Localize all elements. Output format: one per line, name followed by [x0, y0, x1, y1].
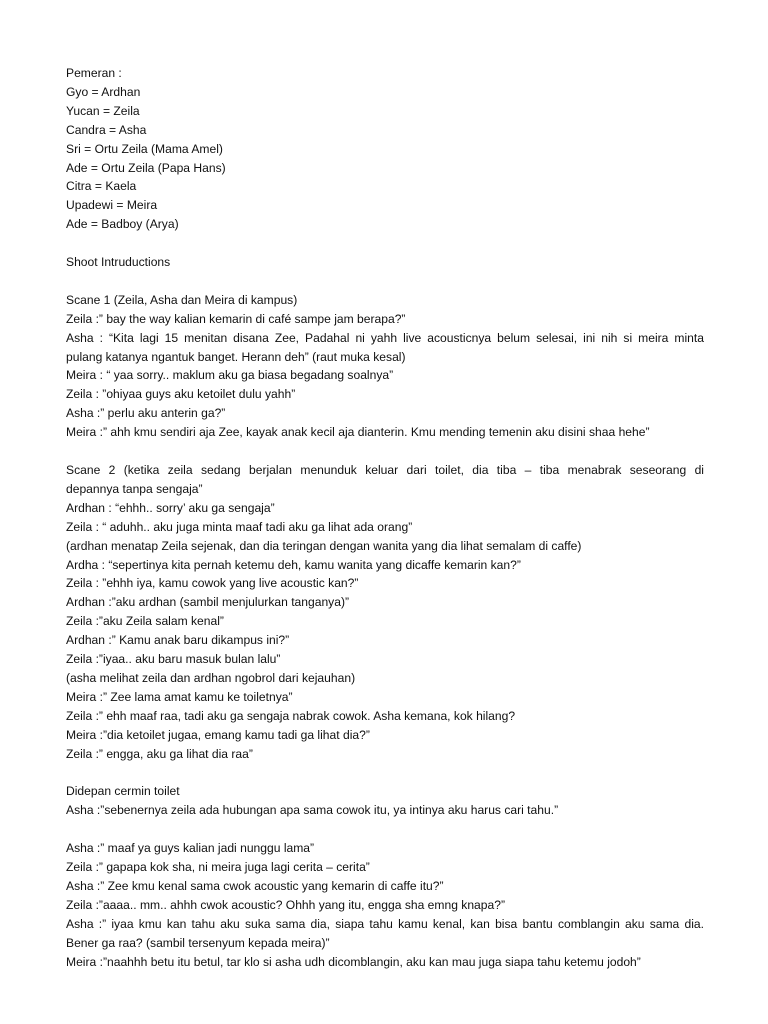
dialogue-line: pulang katanya ngantuk banget. Herann deh” (raut muka kesal): [66, 349, 406, 364]
cast-line: Citra = Kaela: [66, 179, 137, 194]
section-title: Shoot Intruductions: [66, 255, 171, 270]
dialogue-line: Meira :” ahh kmu sendiri aja Zee, kayak anak kecil aja dianterin. Kmu mending temenin aku disini shaa hehe”: [66, 425, 650, 440]
dialogue-line: Zeila :” ehh maaf raa, tadi aku ga sengaja nabrak cowok. Asha kemana, kok hilang?: [66, 708, 516, 723]
cast-line: Candra = Asha: [66, 122, 147, 137]
dialogue-line: Asha : “Kita lagi 15 menitan disana Zee, Padahal ni yahh live acousticnya belum selesai, ini nih si meira minta: [66, 330, 704, 345]
dialogue-line: Zeila :” engga, aku ga lihat dia raa”: [66, 746, 253, 761]
dialogue-line: Meira :”dia ketoilet jugaa, emang kamu tadi ga lihat dia?”: [66, 727, 370, 742]
cast-line: Yucan = Zeila: [66, 103, 140, 118]
cast-line: Ade = Ortu Zeila (Papa Hans): [66, 160, 226, 175]
dialogue-line: Zeila : ”ohiyaa guys aku ketoilet dulu yahh”: [66, 387, 296, 402]
dialogue-line: Zeila :” gapapa kok sha, ni meira juga lagi cerita – cerita”: [66, 859, 370, 874]
dialogue-line: Zeila :”aku Zeila salam kenal”: [66, 614, 224, 629]
scene-2-title-cont: depannya tanpa sengaja”: [66, 481, 203, 496]
dialogue-line: Zeila :”iyaa.. aku baru masuk bulan lalu”: [66, 652, 281, 667]
stage-direction: (asha melihat zeila dan ardhan ngobrol dari kejauhan): [66, 670, 356, 685]
spacer: [66, 820, 704, 839]
dialogue-line: Ardhan :” Kamu anak baru dikampus ini?”: [66, 633, 290, 648]
dialogue-line: Asha :” maaf ya guys kalian jadi nunggu lama”: [66, 841, 315, 856]
dialogue-line: Zeila :”aaaa.. mm.. ahhh cwok acoustic? Ohhh yang itu, engga sha emng knapa?”: [66, 897, 505, 912]
cast-line: Gyo = Ardhan: [66, 84, 141, 99]
spacer: [66, 234, 704, 253]
dialogue-line: Ardhan :”aku ardhan (sambil menjulurkan tanganya)”: [66, 595, 350, 610]
cast-line: Sri = Ortu Zeila (Mama Amel): [66, 141, 223, 156]
spacer: [66, 272, 704, 291]
mirror-scene-title: Didepan cermin toilet: [66, 784, 180, 799]
dialogue-line: Asha :”sebenernya zeila ada hubungan apa sama cowok itu, ya intinya aku harus cari tahu.”: [66, 803, 559, 818]
dialogue-line: Ardha : “sepertinya kita pernah ketemu deh, kamu wanita yang dicaffe kemarin kan?”: [66, 557, 521, 572]
dialogue-line: Ardhan : “ehhh.. sorry’ aku ga sengaja”: [66, 500, 275, 515]
dialogue-line: Meira : “ yaa sorry.. maklum aku ga biasa begadang soalnya”: [66, 368, 394, 383]
spacer: [66, 442, 704, 461]
dialogue-line: Asha :” Zee kmu kenal sama cwok acoustic yang kemarin di caffe itu?”: [66, 878, 444, 893]
scene-1-title: Scane 1 (Zeila, Asha dan Meira di kampus): [66, 292, 298, 307]
spacer: [66, 763, 704, 782]
dialogue-line: Bener ga raa? (sambil tersenyum kepada meira)”: [66, 935, 330, 950]
cast-heading: Pemeran :: [66, 66, 122, 80]
stage-direction: (ardhan menatap Zeila sejenak, dan dia teringan dengan wanita yang dia lihat semalam di caffe): [66, 538, 582, 553]
dialogue-line: Zeila : ”ehhh iya, kamu cowok yang live acoustic kan?”: [66, 576, 359, 591]
cast-line: Upadewi = Meira: [66, 198, 158, 213]
scene-2-title: Scane 2 (ketika zeila sedang berjalan menunduk keluar dari toilet, dia tiba – tiba menabrak seseorang di: [66, 462, 704, 477]
cast-line: Ade = Badboy (Arya): [66, 217, 179, 232]
dialogue-line: Meira :”naahhh betu itu betul, tar klo si asha udh dicomblangin, aku kan mau juga siapa tahu ketemu jodoh”: [66, 954, 641, 969]
dialogue-line: Asha :” perlu aku anterin ga?”: [66, 406, 226, 421]
dialogue-line: Asha :” iyaa kmu kan tahu aku suka sama dia, siapa tahu kamu kenal, kan bisa bantu comblangin aku sama dia.: [66, 916, 704, 931]
dialogue-line: Zeila :” bay the way kalian kemarin di café sampe jam berapa?”: [66, 311, 406, 326]
dialogue-line: Zeila : “ aduhh.. aku juga minta maaf tadi aku ga lihat ada orang”: [66, 519, 413, 534]
dialogue-line: Meira :” Zee lama amat kamu ke toiletnya”: [66, 689, 293, 704]
